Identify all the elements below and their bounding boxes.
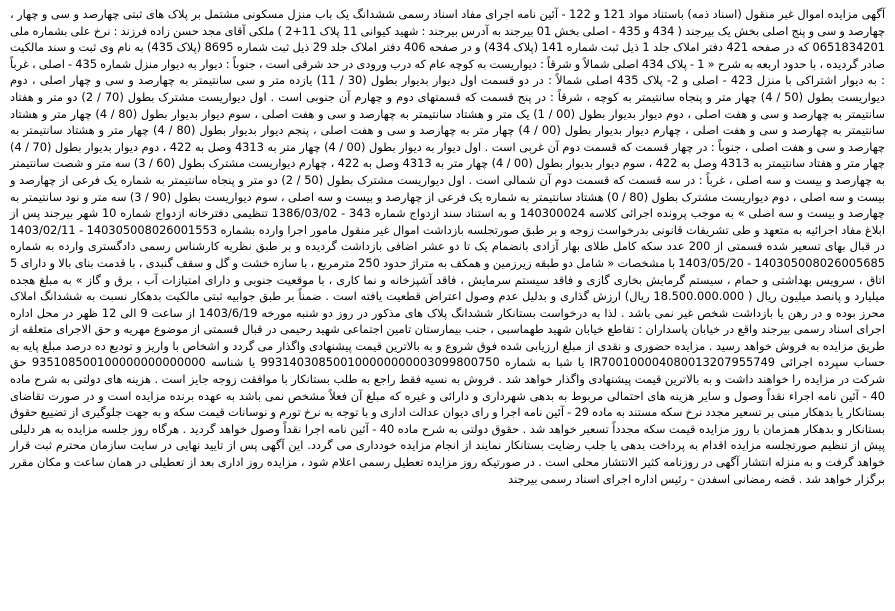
auction-notice-text: آگهی مزایده اموال غیر منقول (اسناد ذمه) باستناد مواد 121 و 122 - آئین نامه اجرای مفاد اسناد رسمی ششدانگ یک باب منزل مسکونی مشتمل بر پلاک های ثبتی چهارصد و سی و چهار ، چهارصد و سی و پنج اصلی بخش یک بیرجند ( 434 و 435 - اصلی بخش 01 بیرجند به آدرس بیرجند : شهید کیوانی 11 پلاک 11+2 ) ملکی آقای مجد حسن زاده فرزند : نرخ علی بشماره ملی 0651834201 که در صفحه 421 دفتر املاک جلد 1 ذیل ثبت شماره 141 (پلاک 434) و در صفحه 406 دفتر املاک جلد 29 ذیل ثبت شماره 8695 (پلاک 435) به نام وی ثبت و سند مالکیت صادر گردیده ، با حدود اربعه به شرح « 1 - پلاک 434 اصلی شمالاً و شرقاً : دیواریست به کوچه عام که درب ورودی در حد شرقی است ، جنوباً : دیوار به دیوار منزل شماره 435 - اصلی ، غرباً : به دیوار اشتراکی با منزل 423 - اصلی و 2- پلاک 435 اصلی شمالاً : در دو قسمت اول دیوار بدیوار بطول (30 / 11) یازده متر و سی سانتیمتر به چهارصد و سی و چهار اصلی ، دوم دیواریست بطول (50 / 4) چهار متر و پنجاه سانتیمتر به کوچه ، شرقاً : در پنج قسمت که قسمتهای دوم و چهارم آن جنوبی است . اول دیواریست مشترک بطول (70 / 2) دو متر و هفتاد سانتیمتر به چهارصد و سی و هفت اصلی ، دوم دیوار بدیوار بطول (00 / 1) یک متر و هشتاد سانتیمتر به چهارصد و سی و هفت اصلی ، سوم دیوار بدیوار بطول (80 / 4) چهار متر و هشتاد سانتیمتر به چهارصد و سی و هفت اصلی ، چهارم دیوار بدیوار بطول (00 / 4) چهار متر به چهارصد و سی و هفت اصلی ، پنجم دیوار بدیوار بطول (80 / 4) چهار متر و هشتاد سانتیمتر به چهارصد و سی و هفت اصلی ، جنوباً : در چهار قسمت که قسمت دوم آن غربی است . اول دیوار به دیوار بطول (00 / 4) چهار متر به 4313 وصل به 422 ، دوم دیوار بدیوار بطول (70 / 4) چهار متر و هفتاد سانتیمتر به 4313 وصل به 422 ، سوم دیوار بدیوار بطول (00 / 4) چهار متر به 4313 وصل به 422 ، چهارم دیواریست مشترک بطول (60 / 3) سه متر و شصت سانتیمتر به چهارصد و بیست و سه اصلی ، غرباً : در سه قسمت که قسمت دوم آن شمالی است . اول دیواریست مشترک بطول (50 / 2) دو متر و پنجاه سانتیمتر به شماره یک فرعی از چهارصد و بیست و سه اصلی ، دوم دیواریست مشترک بطول (80 / 0) هشتاد سانتیمتر به شماره یک فرعی از چهارصد و بیست و سه اصلی ، سوم دیواریست بطول (90 / 3) سه متر و نود سانتیمتر به چهارصد و بیست و سه اصلی » به موجب پرونده اجرائی کلاسه 140300024 و به استناد سند ازدواج شماره 343 - 1386/03/02 تنظیمی دفترخانه ازدواج شماره 10 شهر بیرجند پس از ابلاغ مفاد اجرائیه به متعهد و طی تشریفات قانونی بدرخواست زوجه و بر طبق صورتجلسه بازداشت اموال غیر منقول مامور اجرا وارده بشماره 140305008026001553 - 1403/02/11 در قبال بهای تسعیر شده قسمتی از 200 عدد سکه کامل طلای بهار آزادی بانضمام یک تا دو عشر اضافی بازداشت گردیده و بر طبق نظریه کارشناس رسمی دادگستری وارده به شماره 140305008026005685 - 1403/05/20 با مشخصات « شامل دو طبقه زیرزمین و همکف به متراژ حدود 250 مترمربع ، با سازه خشت و گل و سقف گنبدی ، با قدمت بنای بالا و دارای 5 اتاق ، سرویس بهداشتی و حمام ، سیستم گرمایش بخاری گازی و فاقد سیستم سرمایش ، فاقد آشپزخانه و نما کاری ، با موقعیت جنوبی و دارای امتیازات آب ، برق و گاز » به مبلغ هجده میلیارد و پانصد میلیون ریال ( 18.500.000.000 ریال) ارزش گذاری و بدلیل عدم وصول اعتراض قطعیت یافته است . ضمناً بر طبق جوابیه ثبتی مالکیت بدهکار نسبت به ششدانگ املاک محرز بوده و در رهن یا بازداشت شخص غیر نمی باشد . لذا به درخواست بستانکار ششدانگ پلاک های مذکور در روز دو شنبه مورخه 1403/6/19 از ساعت 9 الی 12 ظهر در محل اداره اجرای اسناد رسمی بیرجند واقع در خیابان پاسداران : تقاطع خیابان شهید طهماسبی ، جنب بیمارستان تامین اجتماعی شهید رحیمی در قبال قسمتی از موضوع مهریه و حق الاجرای متعلقه از طریق مزایده به فروش خواهد رسید . مزایده حضوری و نقدی از مبلغ ارزیابی شده فوق شروع و به بالاترین قیمت پیشنهادی واگذار می گردد و اشخاص با واریز و تودیع ده درصد مبلغ پایه به حساب سپرده اجرائی IR700100004080013207955749 یا شبا به شماره 993140308500100000000003099800750 یا شناسه 935108500100000000000000 حق شرکت در مزایده را خواهند داشت و به بالاترین قیمت پیشنهادی واگذار خواهد شد . فروش به نسیه فقط راجع به طلب بستانکار با موافقت زوجه جایز است . هزینه های دولتی به شرح ماده 40 - آئین نامه اجراء نقداً وصول و سایر هزینه های احتمالی مربوط به بدهی شهرداری و دارائی و غیره که مبلغ آن فعلاً مشخص نمی باشد به عهده برنده مزایده است و در صورت تقاضای بستانکار یا بدهکار مبنی بر تسعیر مجدد نرخ سکه مستند به ماده 29 - آئین نامه اجرا و رای دیوان عدالت اداری و با توجه به نرخ تورم و نوسانات قیمت سکه و به جهت جلوگیری از تضییع حقوق بستانکار و بدهکار همزمان با روز مزایده قیمت سکه مجدداً تسعیر خواهد شد . حقوق دولتی به شرح ماده 40 - آئین نامه اجرا نقداً وصول خواهد گردید . هرگاه روز جلسه مزایده به هر دلیلی پیش از تنظیم صورتجلسه مزایده اقدام به پرداخت بدهی یا جلب رضایت بستانکار نمایند از انجام مزایده خودداری می گردد. این آگهی پس از تایید نهایی در سایت سازمان محترم ثبت قرار خواهد گرفت و به منزله انتشار آگهی در روزنامه کثیر الانتشار محلی است . در صورتیکه روز مزایده تعطیل رسمی اعلام شود ، مزایده روز اداری بعد از تعطیلی در همان ساعت و مکان مقرر برگزار خواهد شد . قضه رمضانی اسفدن - رئیس اداره اجرای اسناد رسمی بیرجند [10,7,886,486]
